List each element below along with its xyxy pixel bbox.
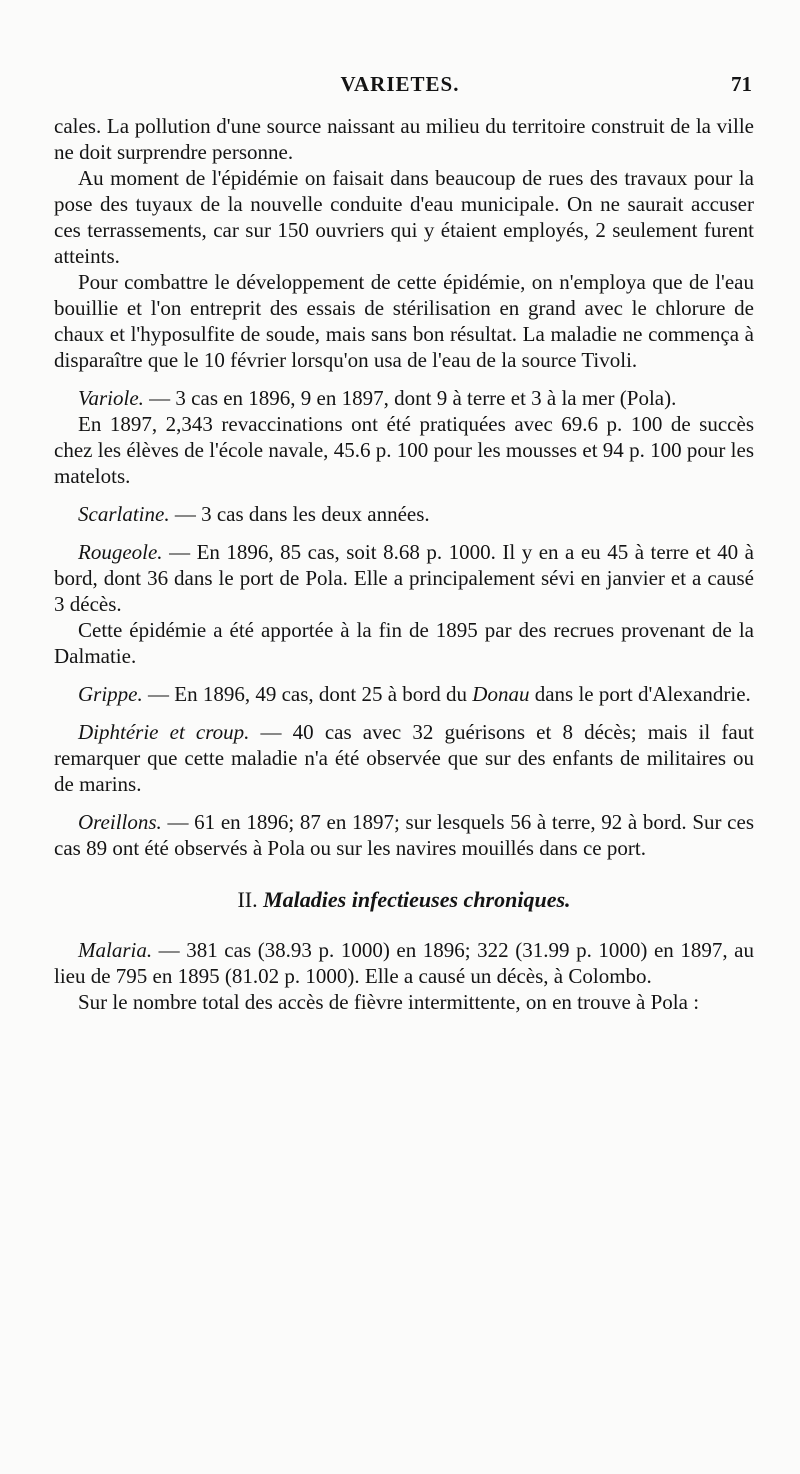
page-header — [0, 68, 800, 102]
entry-title-malaria: Malaria. — [78, 938, 153, 962]
entry-grippe — [54, 681, 754, 707]
paragraph-fievre: Sur le nombre total des accès de fièvre intermittente, on en trouve à Pola : — [78, 990, 700, 1014]
ship-name: Donau — [472, 682, 530, 706]
entry-text-oreillons: — 61 en 1896; 87 en 1897; sur lesquels 56 à terre, 92 à bord. Sur ces cas 89 ont été observés à Pola ou sur les navires mouillés dans ce port. — [54, 810, 754, 860]
entry-variole — [54, 385, 754, 411]
entry-diphterie — [54, 719, 754, 797]
section-heading — [54, 887, 754, 913]
body-text — [54, 113, 754, 1015]
entry-title-rougeole: Rougeole. — [78, 540, 163, 564]
entry-scarlatine — [54, 501, 754, 527]
entry-title-oreillons: Oreillons. — [78, 810, 162, 834]
page-number: 71 — [731, 72, 752, 96]
entry-text-malaria: — 381 cas (38.93 p. 1000) en 1896; 322 (31.99 p. 1000) en 1897, au lieu de 795 en 1895 (81.02 p. 1000). Elle a causé un décès, à Colombo. — [54, 938, 754, 988]
entry-text-scarlatine: — 3 cas dans les deux années. — [169, 502, 430, 526]
section-numeral: II. — [237, 887, 258, 912]
paragraph-revaccinations: En 1897, 2,343 revaccinations ont été pratiquées avec 69.6 p. 100 de succès chez les élèves de l'école navale, 45.6 p. 100 pour les mousses et 94 p. 100 pour les matelots. — [54, 412, 754, 488]
entry-malaria — [54, 937, 754, 989]
paragraph-pollution: cales. La pollution d'une source naissant au milieu du territoire construit de la ville ne doit surprendre personne. — [54, 114, 754, 164]
entry-text-rougeole: — En 1896, 85 cas, soit 8.68 p. 1000. Il y en a eu 45 à terre et 40 à bord, dont 36 dans le port de Pola. Elle a principalement sévi en janvier et a causé 3 décès. — [54, 540, 754, 616]
entry-title-diphterie: Diphtérie et croup. — [78, 720, 250, 744]
entry-text-grippe: — En 1896, 49 cas, dont 25 à bord du — [142, 682, 473, 706]
entry-text-grippe-end: dans le port d'Alexandrie. — [529, 682, 751, 706]
entry-text-variole: — 3 cas en 1896, 9 en 1897, dont 9 à terre et 3 à la mer (Pola). — [143, 386, 677, 410]
paragraph-dalmatie: Cette épidémie a été apportée à la fin de 1895 par des recrues provenant de la Dalmatie. — [54, 618, 754, 668]
running-title: VARIETES. — [340, 72, 460, 96]
entry-text-diphterie: — 40 cas avec 32 guérisons et 8 décès; mais il faut remarquer que cette maladie n'a été observée que sur des enfants de militaires ou de marins. — [54, 720, 754, 796]
paragraph-sterilisation: Pour combattre le développement de cette épidémie, on n'employa que de l'eau bouillie et l'on entreprit des essais de stérilisation en grand avec le chlorure de chaux et l'hyposulfite de soude, mais sans bon résultat. La maladie ne commença à disparaître que le 10 février lorsqu'on usa de l'eau de la source Tivoli. — [54, 270, 754, 372]
section-title: Maladies infectieuses chroniques. — [263, 887, 571, 912]
paragraph-travaux: Au moment de l'épidémie on faisait dans beaucoup de rues des travaux pour la pose des tuyaux de la nouvelle conduite d'eau municipale. On ne saurait accuser ces terrassements, car sur 150 ouvriers qui y étaient employés, 2 seulement furent atteints. — [54, 166, 754, 268]
entry-title-scarlatine: Scarlatine. — [78, 502, 170, 526]
entry-title-grippe: Grippe. — [78, 682, 143, 706]
entry-oreillons — [54, 809, 754, 861]
entry-title-variole: Variole. — [78, 386, 144, 410]
entry-rougeole — [54, 539, 754, 617]
